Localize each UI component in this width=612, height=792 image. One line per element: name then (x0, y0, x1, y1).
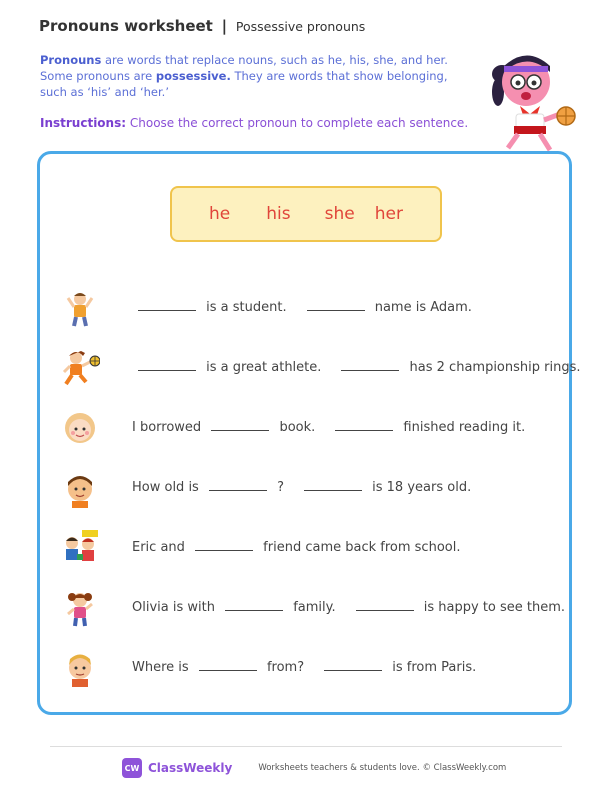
title-separator: | (221, 17, 228, 35)
sentence-text: I borrowed (132, 420, 206, 435)
answer-blank[interactable] (356, 598, 414, 611)
sentence-text: book. (275, 420, 316, 435)
sentence-text: is a student. (202, 300, 287, 315)
intro-line-2-start: Some pronouns are (40, 69, 156, 83)
answer-blank[interactable] (225, 598, 283, 611)
sentence (132, 478, 471, 495)
classweekly-logo-icon: CW (122, 758, 142, 778)
sentence-text: Olivia is with (132, 600, 220, 615)
footer-tagline: Worksheets teachers & students love. © ClassWeekly.com (258, 763, 507, 773)
answer-blank[interactable] (304, 478, 362, 491)
intro-line-1: are words that replace nouns, such as he, his, she, and her. (101, 53, 448, 67)
brand-name: ClassWeekly (148, 761, 233, 775)
sentence-text: is 18 years old. (368, 480, 472, 495)
worksheet-subtitle: Possessive pronouns (235, 19, 366, 34)
sentence-text: from? (262, 660, 305, 675)
mascot-girl-icon (480, 44, 580, 154)
instructions-text: Choose the correct pronoun to complete each sentence. (126, 116, 469, 130)
word-bank-item: her (374, 204, 403, 224)
sentence-text: is a great athlete. (202, 360, 322, 375)
instructions (40, 116, 468, 130)
intro-term-possessive: possessive. (155, 69, 231, 83)
intro-term-pronouns: Pronouns (40, 53, 102, 67)
sentence-row (40, 588, 569, 628)
answer-blank[interactable] (138, 298, 196, 311)
sentence-text: has 2 championship rings. (405, 360, 581, 375)
sentence-row (40, 288, 569, 328)
sentence-text: finished reading it. (399, 420, 526, 435)
sentence-row (40, 648, 569, 688)
word-bank-item: she (324, 204, 355, 224)
answer-blank[interactable] (324, 658, 382, 671)
girl-athlete-icon (60, 348, 100, 388)
sentence-text: friend came back from school. (259, 540, 461, 555)
sentence-text: ? (272, 480, 285, 495)
sentence-text: is from Paris. (388, 660, 477, 675)
worksheet-header (39, 17, 365, 35)
sentence (132, 358, 581, 375)
answer-blank[interactable] (341, 358, 399, 371)
sentence (132, 598, 565, 615)
word-bank (170, 186, 442, 242)
sentence (132, 658, 476, 675)
intro-paragraph (40, 52, 460, 100)
sentence-row (40, 348, 581, 388)
boy-face-icon (60, 468, 100, 508)
answer-blank[interactable] (195, 538, 253, 551)
answer-blank[interactable] (335, 418, 393, 431)
sentence (132, 418, 525, 435)
footer (122, 758, 506, 778)
intro-line-3: such as ‘his’ and ‘her.’ (40, 85, 169, 99)
sentence-text: name is Adam. (370, 300, 472, 315)
exercise-panel (37, 151, 581, 715)
sentence-row (40, 528, 569, 568)
sentence (132, 298, 472, 315)
sentence-text: family. (289, 600, 336, 615)
girl-waving-icon (60, 588, 100, 628)
answer-blank[interactable] (138, 358, 196, 371)
sentence-text: Where is (132, 660, 193, 675)
boy-cheering-icon (60, 288, 100, 328)
sentence-text: is happy to see them. (419, 600, 566, 615)
girl-face-icon (60, 408, 100, 448)
word-bank-item: his (266, 204, 291, 224)
intro-line-2-rest: They are words that show belonging, (230, 69, 448, 83)
footer-divider (50, 746, 562, 747)
instructions-label: Instructions: (40, 116, 127, 130)
word-bank-item: he (209, 204, 231, 224)
answer-blank[interactable] (209, 478, 267, 491)
sentence-text: Eric and (132, 540, 190, 555)
answer-blank[interactable] (211, 418, 269, 431)
answer-blank[interactable] (199, 658, 257, 671)
worksheet-title: Pronouns worksheet (39, 17, 213, 35)
two-kids-icon (60, 528, 100, 568)
blond-boy-face-icon (60, 648, 100, 688)
sentence-text: How old is (132, 480, 203, 495)
sentence (132, 538, 460, 555)
sentence-row (40, 468, 569, 508)
answer-blank[interactable] (307, 298, 365, 311)
sentence-row (40, 408, 569, 448)
